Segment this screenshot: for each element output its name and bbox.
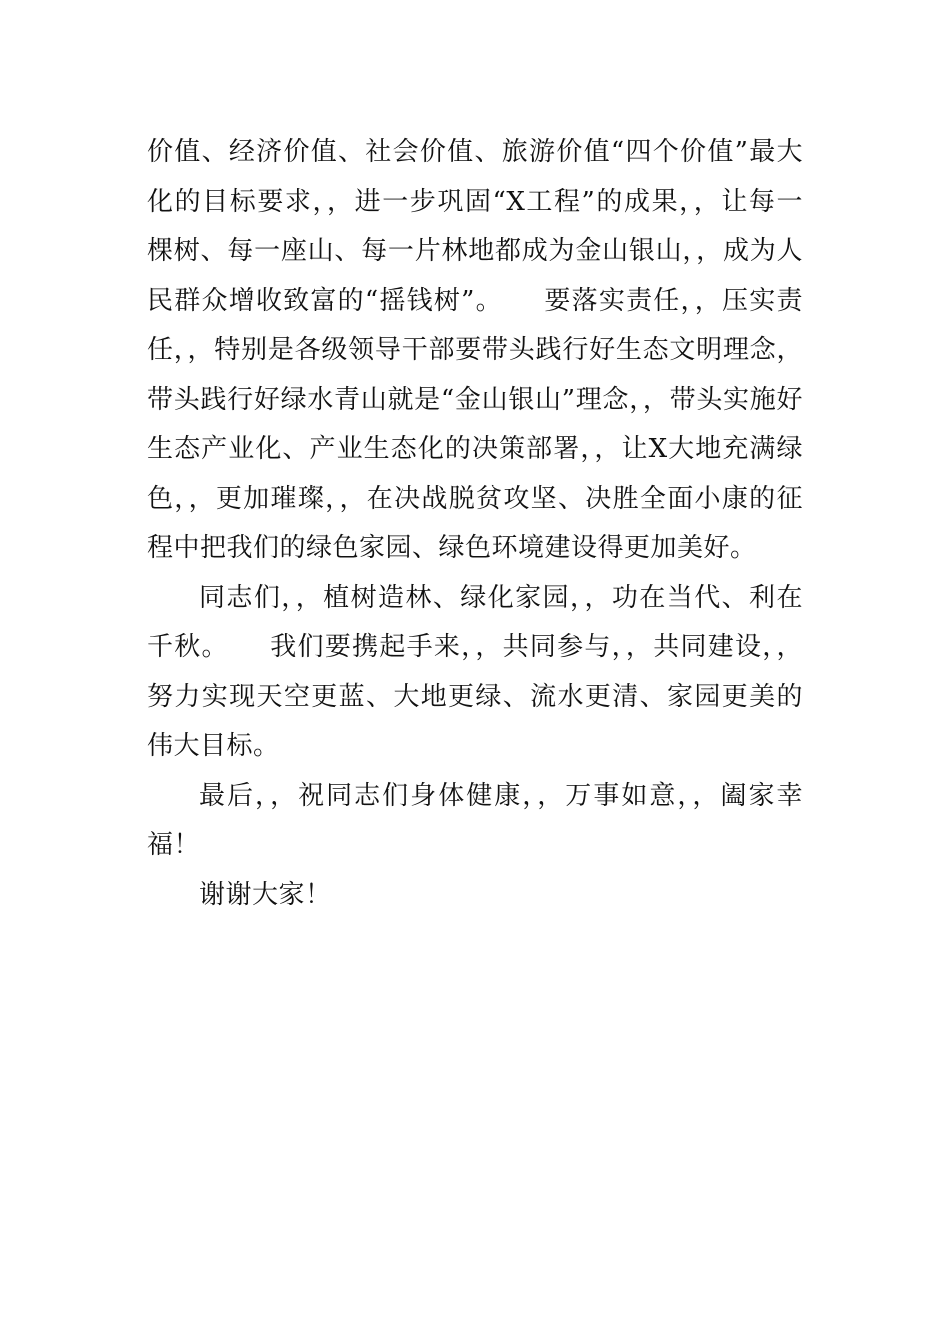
- paragraph-closing-wishes: 最后，，祝同志们身体健康，，万事如意，，阖家幸福！: [147, 780, 803, 860]
- paragraph-tree-planting: 同志们，，植树造林、绿化家园，，功在当代、利在千秋。 我们要携起手来，，共同参与，，共同建设，，努力实现天空更蓝、大地更绿、流水更清、家园更美的伟大目标。: [147, 582, 803, 761]
- paragraph-thanks: 谢谢大家！: [199, 879, 332, 910]
- paragraph-continuation: 价值、经济价值、社会价值、旅游价值“四个价值”最大化的目标要求，，进一步巩固“X工程”的成果，，让每一棵树、每一座山、每一片林地都成为金山银山，，成为人民群众增收致富的“摇钱树”。 要落实责任，，压实责任，，特别是各级领导干部要带头践行好生态文明理念，带头践行好绿水青山就是“金山银山”理念，，带头实施好生态产业化、产业生态化的决策部署，，让X大地充满绿色，，更加璀璨，，在决战脱贫攻坚、决胜全面小康的征程中把我们的绿色家园、绿色环境建设得更加美好。: [147, 137, 803, 563]
- document-body: [147, 128, 803, 920]
